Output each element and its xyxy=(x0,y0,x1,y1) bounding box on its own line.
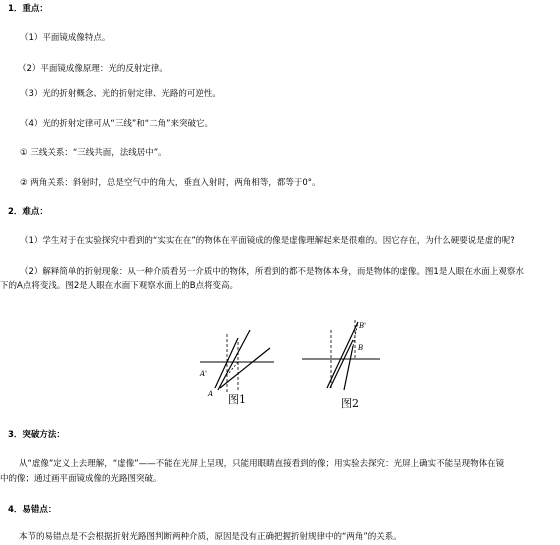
section-4-heading: 4．易错点： xyxy=(8,505,57,515)
s2-paragraph-2-line-2: 下的A点将变浅。图2是人眼在水面下观察水面上的B点将变高。 xyxy=(0,281,239,291)
s4-line-1: 本节的易错点是不会根据折射光路图判断两种介质，原因是没有正确把握折射规律中的“两角”的关系。 xyxy=(19,532,402,542)
s3-line-2: 中的像；通过画平面镜成像的光路图突破。 xyxy=(0,474,162,484)
figure-2-diagram xyxy=(300,316,384,396)
s2-paragraph-2-line-1: （2）解释简单的折射现象：从一种介质看另一介质中的物体，所看到的都不是物体本身，而是物体的虚像。图1是人眼在水面上观察水 xyxy=(20,267,524,277)
label-a-prime: A' xyxy=(200,370,207,378)
s1-item-2: （2）平面镜成像原理：光的反射定律。 xyxy=(18,64,168,74)
s1-item-6: ② 两角关系：斜射时，总是空气中的角大，垂直入射时，两角相等，都等于0°。 xyxy=(20,178,321,188)
s2-paragraph-1: （1）学生对于在实验探究中看到的“实实在在”的物体在平面镜成的像是虚像理解起来是很难的。因它存在，为什么硬要说是虚的呢? xyxy=(20,236,515,246)
figure-1-caption: 图1 xyxy=(228,393,246,406)
figure-2-caption: 图2 xyxy=(341,397,359,410)
s3-line-1: 从“虚像”定义上去理解，“虚像”——不能在光屏上呈现，只能用眼睛直接看到的像；用实验去探究：光屏上确实不能呈现物体在镜 xyxy=(19,459,505,469)
s1-item-5: ① 三线关系：“三线共面，法线居中”。 xyxy=(20,148,167,158)
section-2-heading: 2．难点： xyxy=(8,207,48,217)
s1-item-4: （4）光的折射定律可从“三线”和“二角”来突破它。 xyxy=(20,119,214,129)
label-b: B xyxy=(358,344,364,352)
label-a: A xyxy=(208,390,214,398)
section-3-heading: 3．突破方法： xyxy=(8,430,65,440)
label-b-prime: B' xyxy=(359,322,367,330)
s1-item-1: （1）平面镜成像特点。 xyxy=(20,33,111,43)
s1-item-3: （3）光的折射概念、光的折射定律、光路的可逆性。 xyxy=(20,89,221,99)
figure-1-diagram xyxy=(198,328,278,400)
section-1-heading: 1．重点： xyxy=(8,4,48,14)
